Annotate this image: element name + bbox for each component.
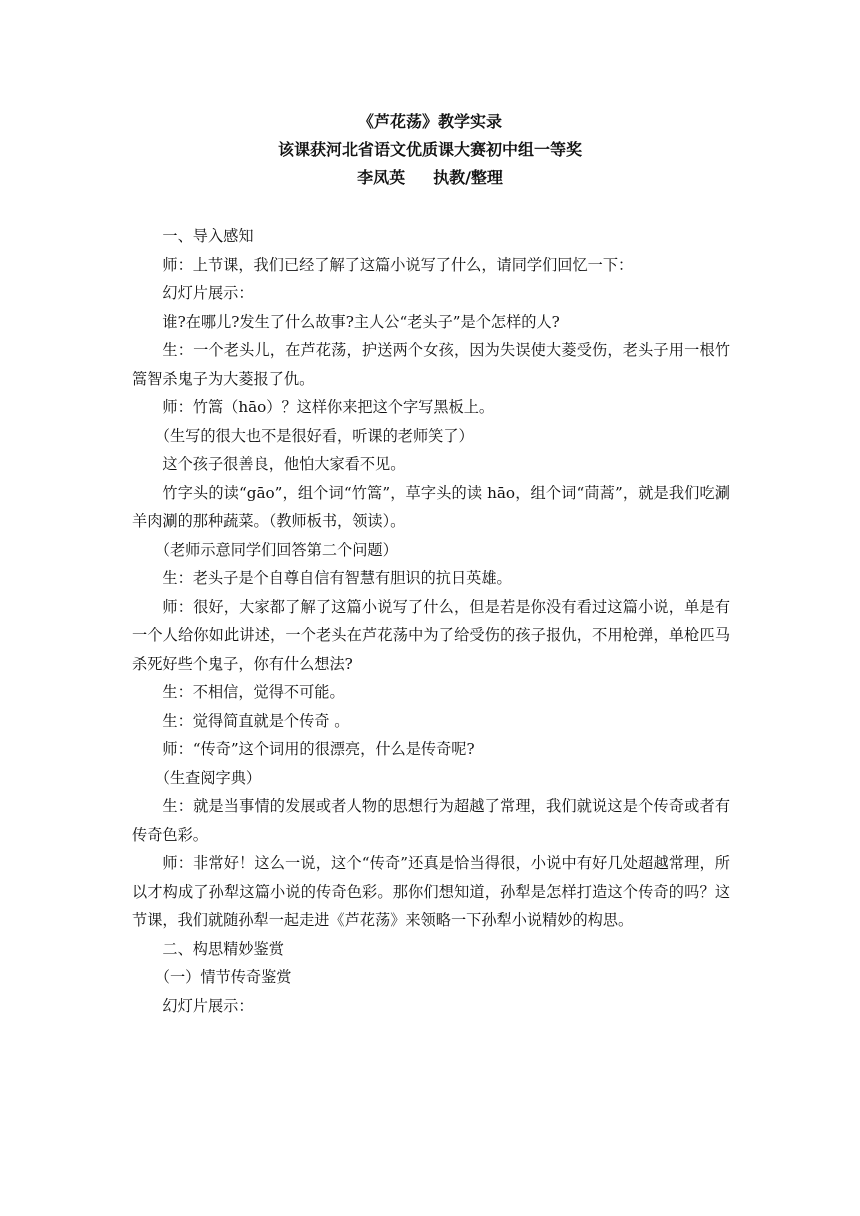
document-header: [0, 108, 860, 192]
paragraph: 师：很好，大家都了解了这篇小说写了什么，但是若是你没有看过这篇小说，单是有一个人给你如此讲述，一个老头在芦花荡中为了给受伤的孩子报仇，不用枪弹，单枪匹马杀死好些个鬼子，你有什么想法?: [132, 597, 730, 673]
paragraph: 生：不相信，觉得不可能。: [162, 683, 345, 701]
paragraph: （老师示意同学们回答第二个问题）: [154, 540, 398, 559]
paragraph: 师：上节课，我们已经了解了这篇小说写了什么，请同学们回忆一下：: [162, 255, 634, 274]
paragraph: （生写的很大也不是很好看，听课的老师笑了）: [154, 426, 474, 445]
paragraph: 师：竹篙（hāo）？这样你来把这个字写黑板上。: [162, 398, 495, 416]
author-role: 执教/整理: [433, 168, 503, 187]
paragraph: 生：觉得简直就是个传奇 。: [162, 711, 350, 730]
award-subtitle: 该课获河北省语文优质课大赛初中组一等奖: [277, 140, 582, 159]
paragraph: 幻灯片展示：: [162, 996, 254, 1015]
paragraph: 幻灯片展示：: [162, 284, 254, 302]
paragraph: 师：非常好！这么一说，这个“传奇”还真是恰当得很，小说中有好几处超越常理，所以才构成了孙犁这篇小说的传奇色彩。那你们想知道，孙犁是怎样打造这个传奇的吗？这节课，我们就随孙犁一起走进《芦花荡》来领略一下孙犁小说精妙的构思。: [132, 854, 730, 929]
paragraph: 竹字头的读“gāo”，组个词“竹篙”，草字头的读 hāo，组个词“茼蒿”，就是我们吃涮羊肉涮的那种蔬菜。（教师板书，领读）。: [132, 483, 730, 530]
document-title: 《芦花荡》教学实录: [357, 112, 502, 131]
author-line: [0, 164, 860, 192]
author-name: 李凤英: [357, 168, 406, 187]
document-body: [132, 222, 730, 1020]
section-heading-intro: 一、导入感知: [162, 227, 254, 245]
paragraph: 这个孩子很善良，他怕大家看不见。: [162, 455, 406, 473]
paragraph: （生查阅字典）: [154, 768, 262, 787]
subsection-heading-plot: （一）情节传奇鉴赏: [154, 968, 292, 986]
paragraph: 生：一个老头儿，在芦花荡，护送两个女孩，因为失误使大菱受伤，老头子用一根竹篙智杀鬼子为大菱报了仇。: [132, 341, 730, 388]
paragraph: 生：老头子是个自尊自信有智慧有胆识的抗日英雄。: [162, 569, 512, 587]
paragraph: 生：就是当事情的发展或者人物的思想行为超越了常理，我们就说这是个传奇或者有传奇色彩。: [132, 797, 730, 844]
paragraph: 谁?在哪儿?发生了什么故事?主人公“老头子”是个怎样的人?: [162, 312, 560, 331]
section-heading-structure: 二、构思精妙鉴赏: [162, 939, 284, 958]
paragraph: 师：“传奇”这个词用的很漂亮，什么是传奇呢?: [162, 740, 475, 758]
